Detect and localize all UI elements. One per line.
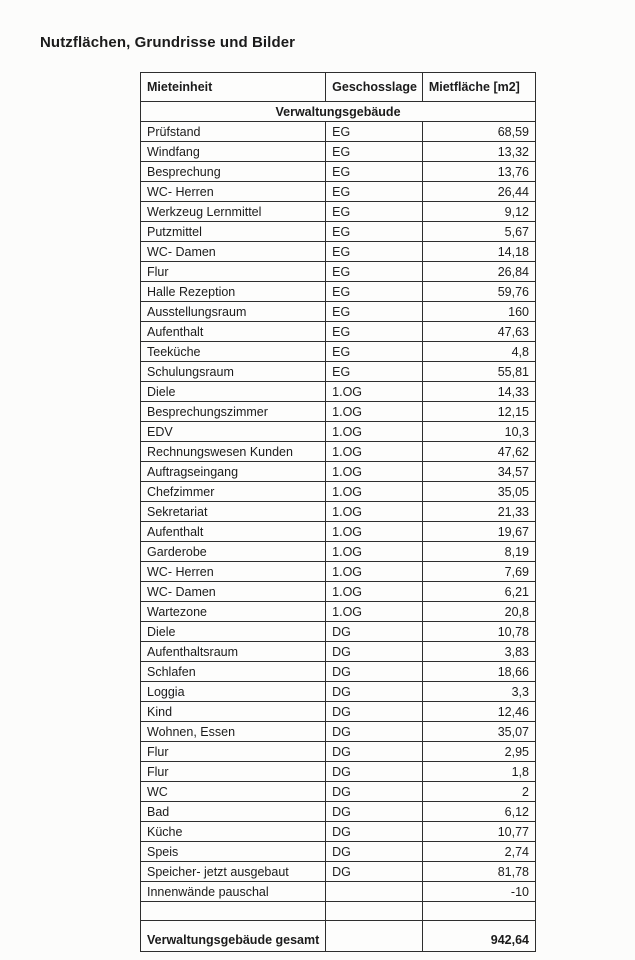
table-row bbox=[141, 462, 536, 482]
area-table bbox=[140, 72, 536, 952]
area-value: 6,12 bbox=[422, 802, 535, 822]
unit-name: Garderobe bbox=[141, 542, 326, 562]
unit-name: Flur bbox=[141, 262, 326, 282]
floor-level: DG bbox=[326, 722, 423, 742]
floor-level: 1.OG bbox=[326, 502, 423, 522]
area-value: 47,62 bbox=[422, 442, 535, 462]
table-row bbox=[141, 542, 536, 562]
table-row bbox=[141, 762, 536, 782]
table-row bbox=[141, 302, 536, 322]
unit-name: Innenwände pauschal bbox=[141, 882, 326, 902]
unit-name: Putzmittel bbox=[141, 222, 326, 242]
total-label: Verwaltungsgebäude gesamt bbox=[141, 921, 326, 952]
table-row bbox=[141, 622, 536, 642]
empty-cell bbox=[422, 902, 535, 921]
floor-level: DG bbox=[326, 682, 423, 702]
unit-name: Aufenthalt bbox=[141, 522, 326, 542]
unit-name: Schulungsraum bbox=[141, 362, 326, 382]
area-value: 10,78 bbox=[422, 622, 535, 642]
table-row bbox=[141, 422, 536, 442]
table-row bbox=[141, 842, 536, 862]
unit-name: Werkzeug Lernmittel bbox=[141, 202, 326, 222]
floor-level: EG bbox=[326, 222, 423, 242]
unit-name: Aufenthalt bbox=[141, 322, 326, 342]
floor-level: DG bbox=[326, 742, 423, 762]
floor-level: EG bbox=[326, 122, 423, 142]
table-row bbox=[141, 282, 536, 302]
unit-name: WC- Damen bbox=[141, 582, 326, 602]
table-row bbox=[141, 502, 536, 522]
floor-level: 1.OG bbox=[326, 542, 423, 562]
area-value: 14,33 bbox=[422, 382, 535, 402]
area-value: 3,3 bbox=[422, 682, 535, 702]
table-row bbox=[141, 362, 536, 382]
table-row bbox=[141, 402, 536, 422]
unit-name: WC- Herren bbox=[141, 182, 326, 202]
area-value: 18,66 bbox=[422, 662, 535, 682]
floor-level: DG bbox=[326, 702, 423, 722]
section-label: Verwaltungsgebäude bbox=[141, 102, 536, 122]
area-value: 59,76 bbox=[422, 282, 535, 302]
table-row bbox=[141, 742, 536, 762]
area-value: 14,18 bbox=[422, 242, 535, 262]
section-row bbox=[141, 102, 536, 122]
table-row bbox=[141, 782, 536, 802]
table-row bbox=[141, 342, 536, 362]
floor-level: DG bbox=[326, 662, 423, 682]
floor-level: EG bbox=[326, 202, 423, 222]
floor-level: 1.OG bbox=[326, 422, 423, 442]
table-row bbox=[141, 242, 536, 262]
floor-level: DG bbox=[326, 862, 423, 882]
table-row bbox=[141, 162, 536, 182]
area-value: 55,81 bbox=[422, 362, 535, 382]
area-value: 10,77 bbox=[422, 822, 535, 842]
unit-name: Wartezone bbox=[141, 602, 326, 622]
table-row bbox=[141, 662, 536, 682]
floor-level: 1.OG bbox=[326, 522, 423, 542]
area-value: 9,12 bbox=[422, 202, 535, 222]
floor-level: DG bbox=[326, 642, 423, 662]
total-floor bbox=[326, 921, 423, 952]
area-value: 47,63 bbox=[422, 322, 535, 342]
area-value: 2,74 bbox=[422, 842, 535, 862]
total-row bbox=[141, 921, 536, 952]
floor-level: DG bbox=[326, 762, 423, 782]
total-value: 942,64 bbox=[422, 921, 535, 952]
table-row bbox=[141, 442, 536, 462]
floor-level: EG bbox=[326, 182, 423, 202]
area-value: 20,8 bbox=[422, 602, 535, 622]
floor-level: 1.OG bbox=[326, 402, 423, 422]
table-row bbox=[141, 202, 536, 222]
area-value: 1,8 bbox=[422, 762, 535, 782]
unit-name: Schlafen bbox=[141, 662, 326, 682]
header-row bbox=[141, 73, 536, 102]
unit-name: Auftragseingang bbox=[141, 462, 326, 482]
area-value: 160 bbox=[422, 302, 535, 322]
area-value: -10 bbox=[422, 882, 535, 902]
area-value: 13,76 bbox=[422, 162, 535, 182]
floor-level: 1.OG bbox=[326, 382, 423, 402]
unit-name: Prüfstand bbox=[141, 122, 326, 142]
area-value: 35,05 bbox=[422, 482, 535, 502]
area-value: 81,78 bbox=[422, 862, 535, 882]
table-row bbox=[141, 642, 536, 662]
spacer-row bbox=[141, 902, 536, 921]
floor-level: DG bbox=[326, 802, 423, 822]
unit-name: Besprechung bbox=[141, 162, 326, 182]
col-header-mietflaeche: Mietfläche [m2] bbox=[422, 73, 535, 102]
area-value: 2 bbox=[422, 782, 535, 802]
table-row bbox=[141, 482, 536, 502]
floor-level: 1.OG bbox=[326, 442, 423, 462]
table-row bbox=[141, 182, 536, 202]
area-value: 12,46 bbox=[422, 702, 535, 722]
unit-name: Bad bbox=[141, 802, 326, 822]
floor-level: EG bbox=[326, 282, 423, 302]
area-value: 19,67 bbox=[422, 522, 535, 542]
unit-name: Speis bbox=[141, 842, 326, 862]
table-row bbox=[141, 382, 536, 402]
area-value: 3,83 bbox=[422, 642, 535, 662]
table-row bbox=[141, 682, 536, 702]
table-row bbox=[141, 722, 536, 742]
table-row bbox=[141, 862, 536, 882]
floor-level: EG bbox=[326, 262, 423, 282]
empty-cell bbox=[326, 902, 423, 921]
floor-level: EG bbox=[326, 362, 423, 382]
floor-level: 1.OG bbox=[326, 562, 423, 582]
floor-level: EG bbox=[326, 322, 423, 342]
col-header-geschosslage: Geschosslage bbox=[326, 73, 423, 102]
floor-level: EG bbox=[326, 242, 423, 262]
area-value: 26,84 bbox=[422, 262, 535, 282]
area-value: 68,59 bbox=[422, 122, 535, 142]
area-value: 26,44 bbox=[422, 182, 535, 202]
page-title: Nutzflächen, Grundrisse und Bilder bbox=[40, 34, 296, 51]
unit-name: Diele bbox=[141, 622, 326, 642]
unit-name: Wohnen, Essen bbox=[141, 722, 326, 742]
unit-name: Aufenthaltsraum bbox=[141, 642, 326, 662]
unit-name: Rechnungswesen Kunden bbox=[141, 442, 326, 462]
col-header-mieteinheit: Mieteinheit bbox=[141, 73, 326, 102]
table-row bbox=[141, 562, 536, 582]
floor-level: DG bbox=[326, 822, 423, 842]
unit-name: Besprechungszimmer bbox=[141, 402, 326, 422]
unit-name: WC- Damen bbox=[141, 242, 326, 262]
table-row bbox=[141, 522, 536, 542]
table-row bbox=[141, 222, 536, 242]
unit-name: Diele bbox=[141, 382, 326, 402]
unit-name: Halle Rezeption bbox=[141, 282, 326, 302]
unit-name: Sekretariat bbox=[141, 502, 326, 522]
area-value: 12,15 bbox=[422, 402, 535, 422]
floor-level: 1.OG bbox=[326, 482, 423, 502]
area-value: 7,69 bbox=[422, 562, 535, 582]
floor-level: DG bbox=[326, 782, 423, 802]
unit-name: Chefzimmer bbox=[141, 482, 326, 502]
table-row bbox=[141, 702, 536, 722]
area-value: 4,8 bbox=[422, 342, 535, 362]
floor-level: EG bbox=[326, 342, 423, 362]
table-row bbox=[141, 602, 536, 622]
table-row bbox=[141, 142, 536, 162]
table-row bbox=[141, 322, 536, 342]
area-value: 35,07 bbox=[422, 722, 535, 742]
unit-name: Küche bbox=[141, 822, 326, 842]
unit-name: Flur bbox=[141, 762, 326, 782]
table-row bbox=[141, 882, 536, 902]
table-row bbox=[141, 582, 536, 602]
floor-level bbox=[326, 882, 423, 902]
floor-level: 1.OG bbox=[326, 582, 423, 602]
unit-name: EDV bbox=[141, 422, 326, 442]
floor-level: 1.OG bbox=[326, 462, 423, 482]
unit-name: Ausstellungsraum bbox=[141, 302, 326, 322]
floor-level: EG bbox=[326, 162, 423, 182]
area-value: 8,19 bbox=[422, 542, 535, 562]
unit-name: Speicher- jetzt ausgebaut bbox=[141, 862, 326, 882]
area-value: 10,3 bbox=[422, 422, 535, 442]
area-value: 2,95 bbox=[422, 742, 535, 762]
floor-level: DG bbox=[326, 842, 423, 862]
floor-level: DG bbox=[326, 622, 423, 642]
area-value: 6,21 bbox=[422, 582, 535, 602]
unit-name: Windfang bbox=[141, 142, 326, 162]
floor-level: EG bbox=[326, 142, 423, 162]
floor-level: 1.OG bbox=[326, 602, 423, 622]
area-value: 21,33 bbox=[422, 502, 535, 522]
table-row bbox=[141, 822, 536, 842]
unit-name: WC- Herren bbox=[141, 562, 326, 582]
area-value: 34,57 bbox=[422, 462, 535, 482]
area-value: 5,67 bbox=[422, 222, 535, 242]
unit-name: Loggia bbox=[141, 682, 326, 702]
table-row bbox=[141, 802, 536, 822]
unit-name: Teeküche bbox=[141, 342, 326, 362]
unit-name: WC bbox=[141, 782, 326, 802]
unit-name: Kind bbox=[141, 702, 326, 722]
empty-cell bbox=[141, 902, 326, 921]
unit-name: Flur bbox=[141, 742, 326, 762]
table-row bbox=[141, 122, 536, 142]
area-value: 13,32 bbox=[422, 142, 535, 162]
floor-level: EG bbox=[326, 302, 423, 322]
table-row bbox=[141, 262, 536, 282]
